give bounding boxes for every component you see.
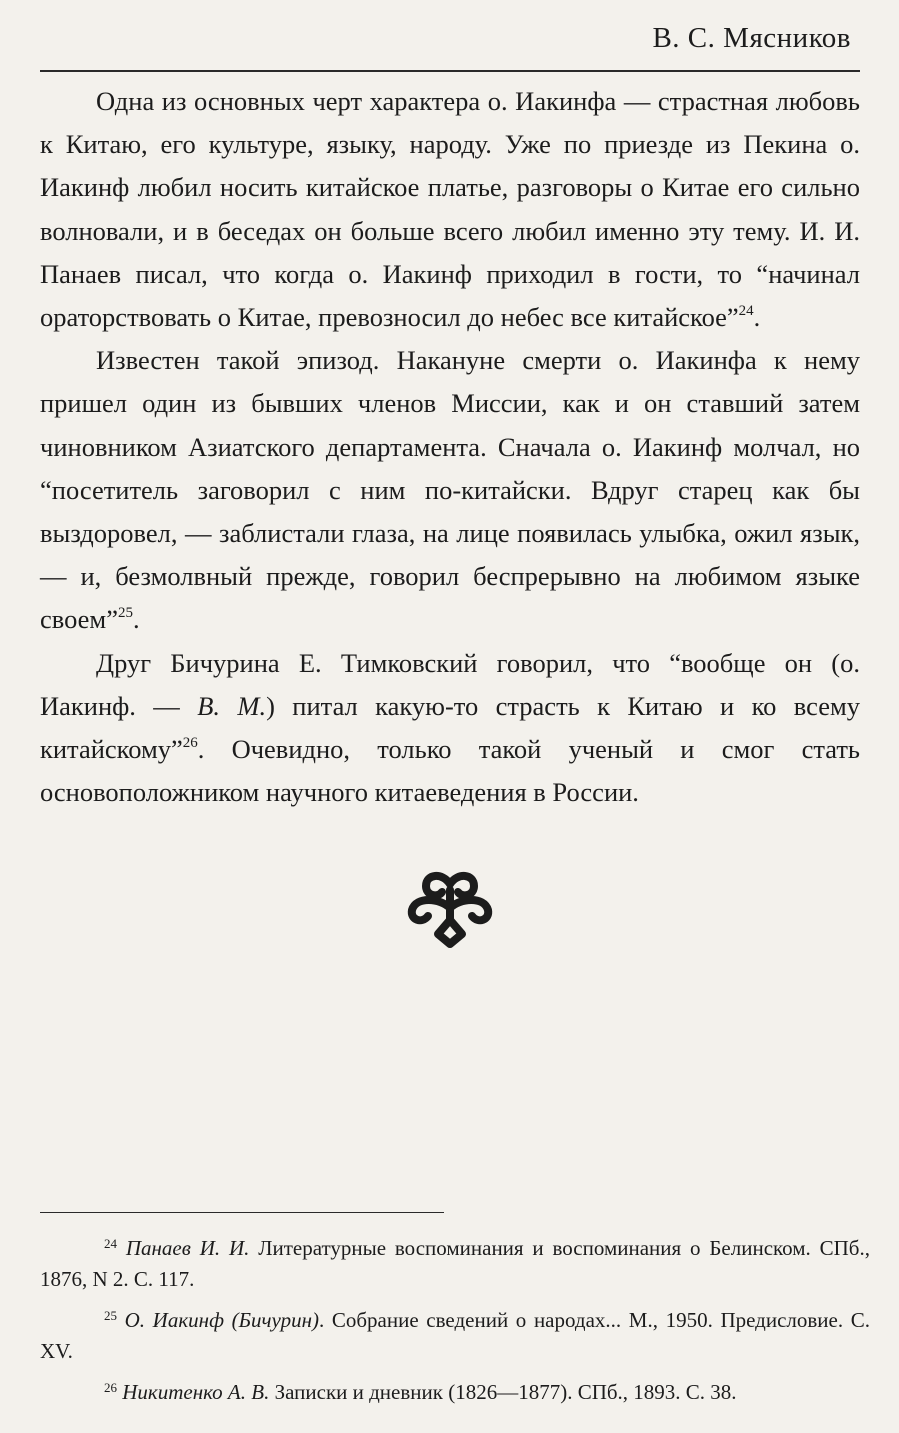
footnote-26: [40, 1377, 870, 1408]
footnote-text: . Собрание сведений о народах... М., 1950. Предисловие. С. XV.: [40, 1308, 871, 1363]
footnote-ref-24[interactable]: 24: [738, 303, 754, 320]
paragraph-1: [40, 80, 860, 339]
footnotes: [40, 1233, 870, 1418]
editor-initials: В. М.: [197, 690, 267, 721]
footnote-24: [40, 1233, 870, 1295]
body-text: [40, 80, 860, 814]
paragraph-text: . Очевидно, только такой ученый и смог стать основоположником научного китаеведения в России.: [40, 734, 860, 808]
footnote-ref-25[interactable]: 25: [117, 605, 133, 622]
footnote-rule: [40, 1212, 444, 1213]
paragraph-text: .: [753, 302, 761, 333]
footnote-author: О. Иакинф (Бичурин): [124, 1308, 319, 1332]
footnote-number: 26: [104, 1380, 117, 1395]
footnote-text: Литературные воспоминания и воспоминания о Белинском. СПб., 1876, N 2. С. 117.: [40, 1236, 870, 1291]
paragraph-text: Известен такой эпизод. Накануне смерти о. Иакинфа к нему пришел один из бывших членов Миссии, как и он ставший затем чиновником Азиатского департамента. Сначала о. Иакинф молчал, но “посетитель заговорил с ним по-китайски. Вдруг старец как бы выздоровел, — заблистали глаза, на лице появилась улыбка, ожил язык, — и, безмолвный прежде, говорил беспрерывно на любимом языке своем”: [40, 345, 860, 635]
paragraph-text: Одна из основных черт характера о. Иакинфа — страстная любовь к Китаю, его культуре, языку, народу. Уже по приезде из Пекина о. Иакинф любил носить китайское платье, разговоры о Китае его сильно волновали, и в беседах он больше всего любил именно эту тему. И. И. Панаев писал, что когда о. Иакинф приходил в гости, то “начинал ораторствовать о Китае, превозносил до небес все китайское”: [40, 86, 860, 333]
footnote-author: Панаев И. И.: [125, 1236, 250, 1260]
paragraph-3: [40, 642, 860, 815]
footnote-number: 25: [104, 1308, 117, 1323]
paragraph-text: Друг Бичурина Е. Тимковский говорил, что “вообще он (о. Иакинф. —: [40, 647, 860, 721]
paragraph-text: .: [132, 604, 140, 635]
paragraph-2: [40, 339, 860, 641]
footnote-25: [40, 1305, 870, 1367]
running-head: В. С. Мясников: [652, 22, 851, 54]
footnote-number: 24: [104, 1236, 117, 1251]
footnote-ref-26[interactable]: 26: [182, 735, 198, 752]
footnote-text: Записки и дневник (1826—1877). СПб., 1893. С. 38.: [269, 1380, 737, 1404]
footnote-author: Никитенко А. В.: [122, 1380, 270, 1404]
ornament-icon: [404, 868, 496, 948]
paragraph-text: ) питал какую-то страсть к Китаю и ко всему китайскому”: [40, 690, 861, 765]
header-rule: [40, 70, 860, 72]
